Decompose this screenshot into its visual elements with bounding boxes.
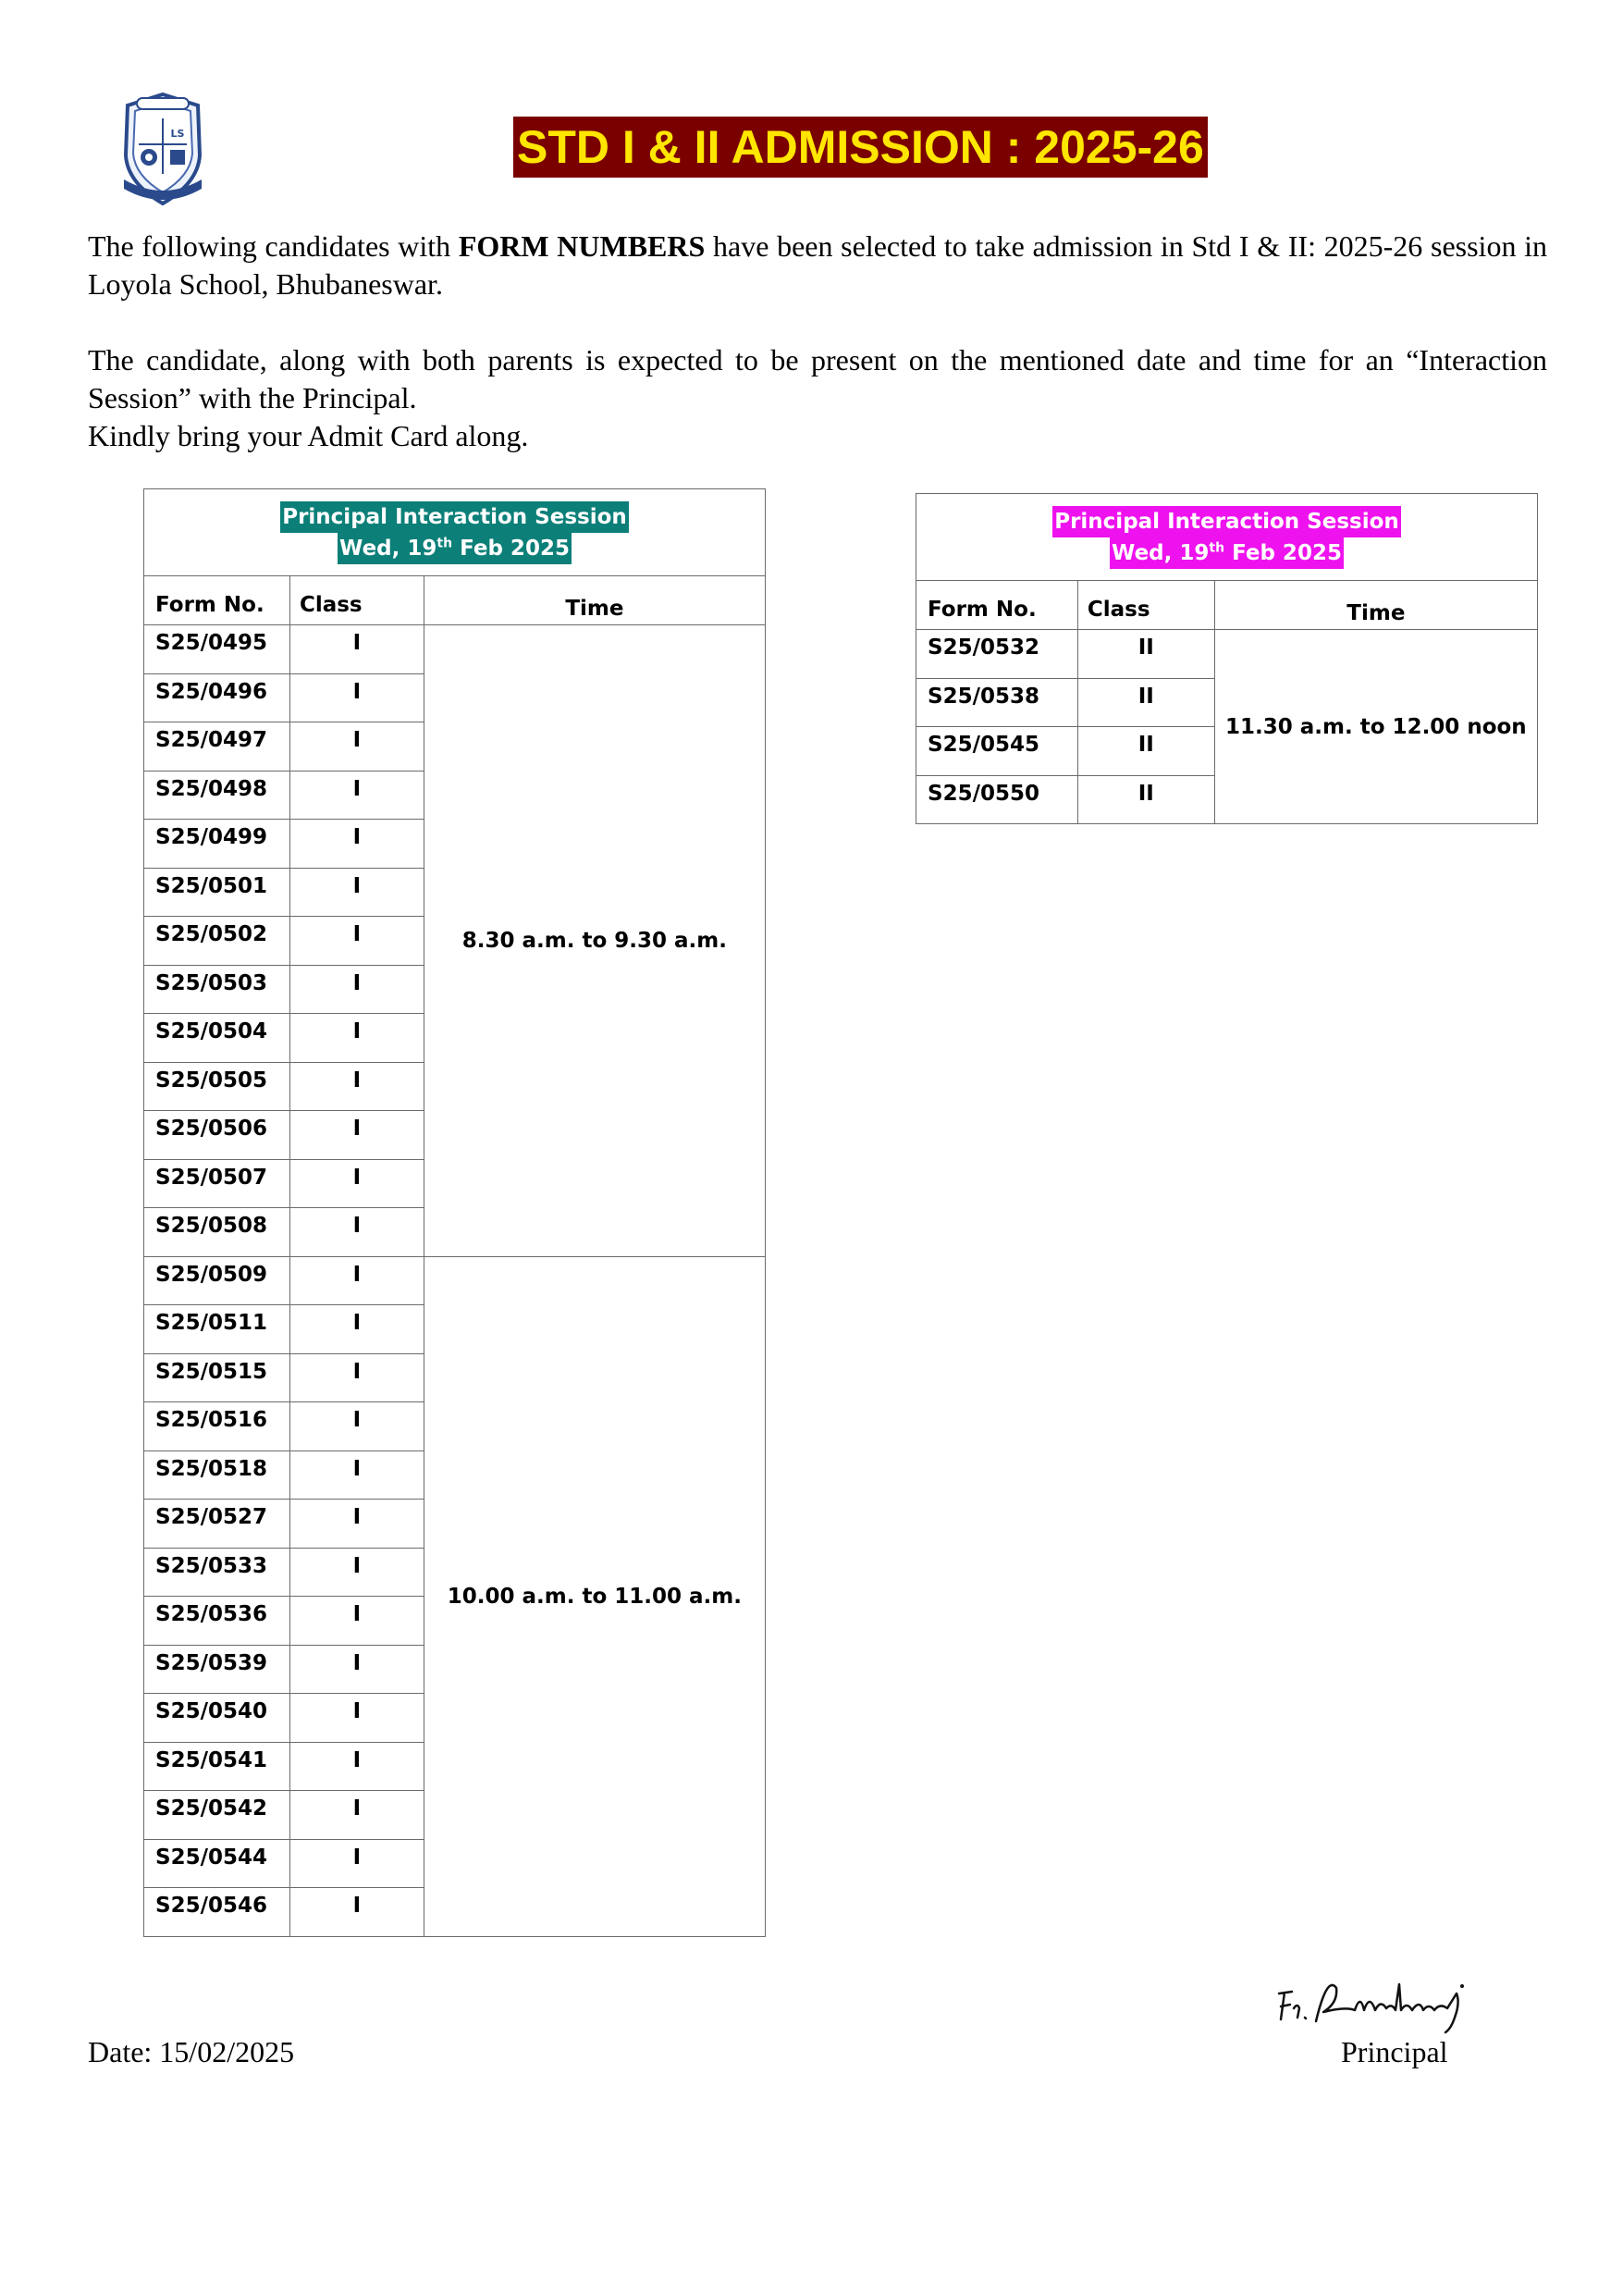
class-cell: I: [289, 1597, 424, 1646]
form-number-cell: S25/0506: [144, 1111, 290, 1160]
column-header-class: Class: [1077, 581, 1214, 630]
class-cell: I: [289, 965, 424, 1014]
intro-text-1b: have been selected to take admission in Std I & II: 2025-26 session in Loyola School, Bhubaneswar.: [88, 229, 1548, 301]
class-cell: I: [289, 625, 424, 674]
class-cell: I: [289, 1694, 424, 1743]
class-cell: I: [289, 820, 424, 869]
form-number-cell: S25/0501: [144, 868, 290, 917]
intro-paragraph-1: [88, 228, 1547, 303]
form-number-cell: S25/0502: [144, 917, 290, 966]
class-cell: I: [289, 1888, 424, 1937]
form-number-cell: S25/0542: [144, 1791, 290, 1840]
class-cell: I: [289, 1256, 424, 1305]
intro-text-2: The candidate, along with both parents is expected to be present on the mentioned date and time for an “Interaction Session” with the Principal.: [88, 343, 1547, 414]
principal-signature: [1272, 1966, 1484, 2035]
issue-date: Date: 15/02/2025: [88, 2035, 295, 2068]
class-cell: I: [289, 1402, 424, 1451]
class-cell: I: [289, 1208, 424, 1257]
table-title-row: [916, 494, 1538, 581]
title-banner: [513, 117, 1208, 178]
class-cell: I: [289, 1742, 424, 1791]
class-cell: I: [289, 917, 424, 966]
form-number-cell: S25/0509: [144, 1256, 290, 1305]
form-number-cell: S25/0503: [144, 965, 290, 1014]
form-number-cell: S25/0527: [144, 1500, 290, 1549]
class-cell: I: [289, 1500, 424, 1549]
column-header-class: Class: [289, 576, 424, 625]
schedule-table-std1: [143, 488, 766, 1937]
form-number-cell: S25/0533: [144, 1548, 290, 1597]
session-date: Wed, 19th Feb 2025: [338, 533, 572, 564]
form-number-cell: S25/0550: [916, 775, 1078, 824]
form-number-cell: S25/0516: [144, 1402, 290, 1451]
form-number-cell: S25/0496: [144, 673, 290, 722]
form-number-cell: S25/0540: [144, 1694, 290, 1743]
column-header-form: Form No.: [916, 581, 1078, 630]
class-cell: I: [289, 1111, 424, 1160]
form-number-cell: S25/0544: [144, 1839, 290, 1888]
form-number-cell: S25/0497: [144, 722, 290, 772]
class-cell: I: [289, 722, 424, 772]
form-number-cell: S25/0536: [144, 1597, 290, 1646]
form-number-cell: S25/0538: [916, 678, 1078, 727]
form-number-cell: S25/0518: [144, 1450, 290, 1500]
form-number-cell: S25/0499: [144, 820, 290, 869]
table-title-row: [144, 489, 766, 576]
class-cell: II: [1077, 678, 1214, 727]
principal-label: Principal: [1341, 2035, 1448, 2068]
column-header-row: [916, 581, 1538, 630]
intro-text-bold: FORM NUMBERS: [458, 229, 706, 263]
page-title: STD I & II ADMISSION : 2025-26: [513, 117, 1208, 178]
form-number-cell: S25/0545: [916, 727, 1078, 776]
intro-text-1a: The following candidates with: [88, 229, 459, 263]
school-crest-logo: [117, 91, 209, 209]
schedule-table-std2: [916, 493, 1538, 824]
form-number-cell: S25/0498: [144, 771, 290, 820]
session-heading: Principal Interaction Session: [280, 501, 629, 533]
session-heading: Principal Interaction Session: [1052, 506, 1401, 537]
column-header-time: Time: [424, 576, 765, 625]
class-cell: I: [289, 771, 424, 820]
table-row: [144, 1256, 766, 1305]
class-cell: I: [289, 1839, 424, 1888]
class-cell: I: [289, 1450, 424, 1500]
class-cell: I: [289, 1062, 424, 1111]
time-slot-cell: 8.30 a.m. to 9.30 a.m.: [424, 625, 765, 1257]
time-slot-cell: 10.00 a.m. to 11.00 a.m.: [424, 1256, 765, 1936]
class-cell: I: [289, 1159, 424, 1208]
class-cell: I: [289, 868, 424, 917]
form-number-cell: S25/0546: [144, 1888, 290, 1937]
form-number-cell: S25/0515: [144, 1353, 290, 1402]
form-number-cell: S25/0507: [144, 1159, 290, 1208]
class-cell: I: [289, 1353, 424, 1402]
class-cell: I: [289, 1305, 424, 1354]
column-header-form: Form No.: [144, 576, 290, 625]
class-cell: II: [1077, 727, 1214, 776]
form-number-cell: S25/0508: [144, 1208, 290, 1257]
form-number-cell: S25/0505: [144, 1062, 290, 1111]
class-cell: I: [289, 1791, 424, 1840]
svg-text:LS: LS: [170, 128, 185, 140]
class-cell: I: [289, 673, 424, 722]
form-number-cell: S25/0532: [916, 630, 1078, 679]
form-number-cell: S25/0541: [144, 1742, 290, 1791]
column-header-row: [144, 576, 766, 625]
table-title-cell: [916, 494, 1538, 581]
class-cell: II: [1077, 630, 1214, 679]
time-slot-cell: 11.30 a.m. to 12.00 noon: [1214, 630, 1537, 824]
table-row: [916, 630, 1538, 679]
class-cell: II: [1077, 775, 1214, 824]
form-number-cell: S25/0511: [144, 1305, 290, 1354]
intro-text-3: Kindly bring your Admit Card along.: [88, 419, 529, 452]
form-number-cell: S25/0504: [144, 1014, 290, 1063]
class-cell: I: [289, 1014, 424, 1063]
table-row: [144, 625, 766, 674]
form-number-cell: S25/0495: [144, 625, 290, 674]
intro-paragraph-2: [88, 341, 1547, 455]
class-cell: I: [289, 1548, 424, 1597]
table-title-cell: [144, 489, 766, 576]
session-date: Wed, 19th Feb 2025: [1110, 537, 1344, 569]
class-cell: I: [289, 1645, 424, 1694]
form-number-cell: S25/0539: [144, 1645, 290, 1694]
column-header-time: Time: [1214, 581, 1537, 630]
